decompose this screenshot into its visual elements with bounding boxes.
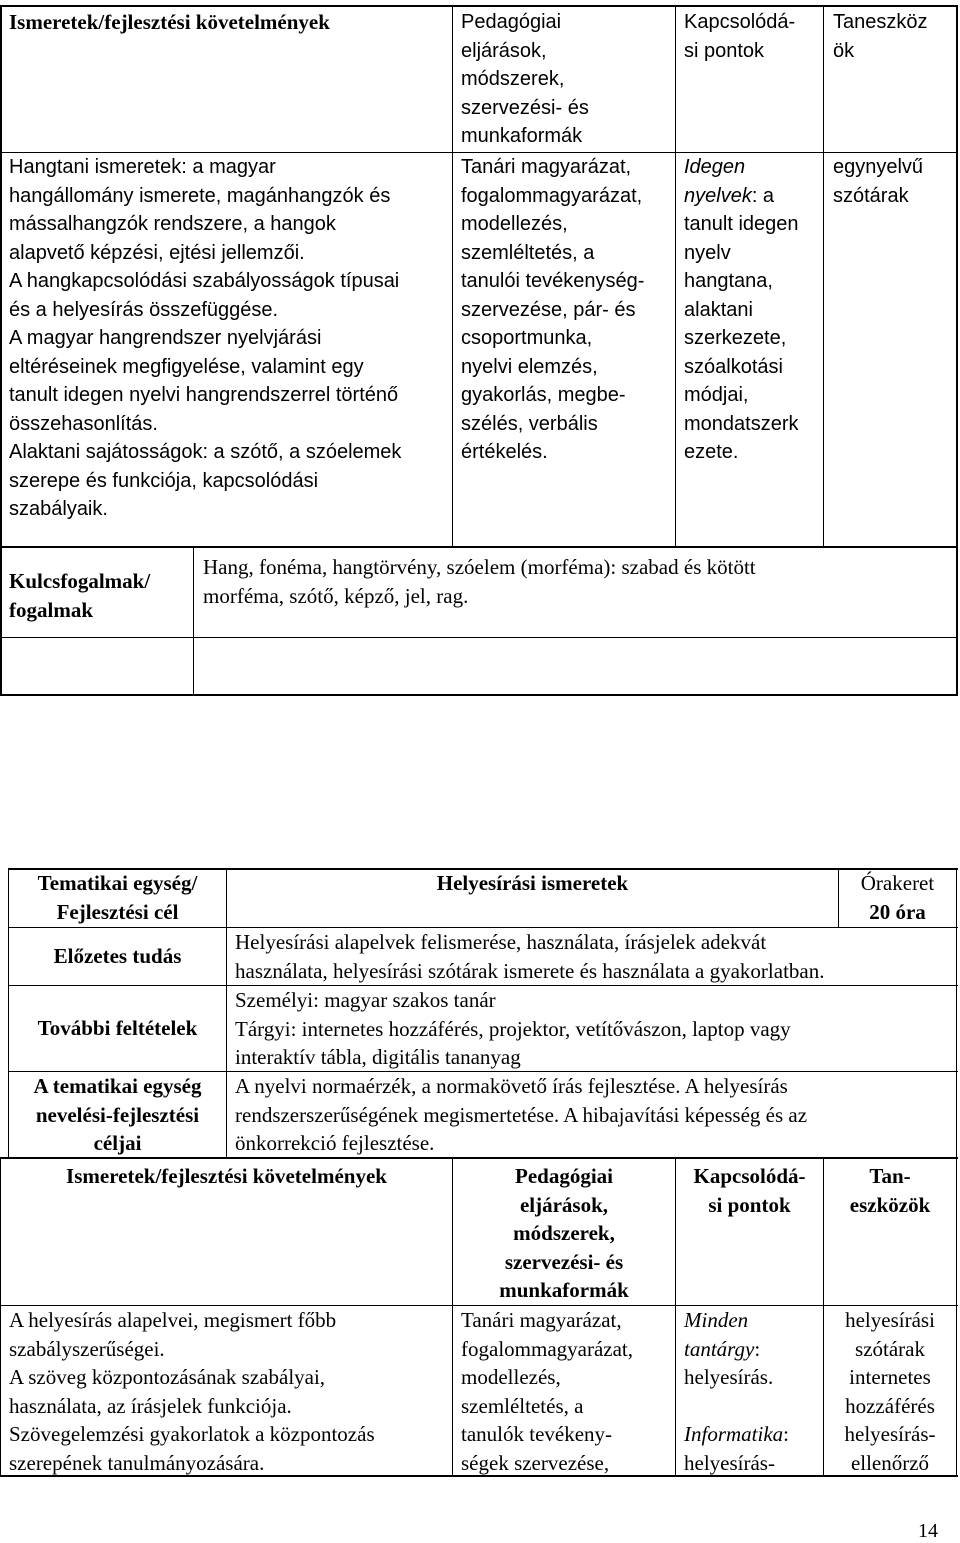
- table-rule: [226, 868, 227, 1159]
- table-rule: [956, 5, 958, 696]
- methods-text: Tanári magyarázat, fogalommagyarázat, modellezés, szemléltetés, a tanulói tevékenység- szervezése, pár- és csoportmunka, nyelvi elemzés, gyakorlás, megbe- szélés, verbális értékelés.: [461, 156, 645, 463]
- header-tools: Taneszköz ök: [833, 11, 928, 62]
- links-text: Idegen nyelvek: a tanult idegen nyelv hangtana, alaktani szerkezete, szóalkotási módjai, mondatszerk ezete.: [684, 156, 799, 463]
- unit-title: Helyesírási ismeretek: [436, 871, 629, 895]
- header-links: Kapcsolódá- si pontok: [684, 11, 796, 62]
- table-rule: [823, 5, 824, 548]
- keywords-value: Hang, fonéma, hangtörvény, szóelem (morféma): szabad és kötött morféma, szótő, képző, jel, rag.: [203, 555, 756, 608]
- page-number: 14: [918, 1520, 938, 1542]
- header-tools-2: Tan- eszközök: [849, 1164, 931, 1217]
- table-rule: [0, 5, 958, 7]
- goals-value: A nyelvi normaérzék, a normakövető írás fejlesztése. A helyesírás rendszerszerűségének megismertetése. A hibajavítási képesség és az önkorrekció fejlesztése.: [235, 1074, 808, 1155]
- tools-text: egynyelvű szótárak: [833, 156, 924, 207]
- table-rule: [0, 1157, 1, 1477]
- conditions-value: Személyi: magyar szakos tanár Tárgyi: internetes hozzáférés, projektor, vetítővászon, laptop vagy interaktív tábla, digitális tananyag: [235, 988, 791, 1069]
- table-rule: [193, 546, 194, 696]
- table-rule: [956, 868, 957, 1477]
- prior-knowledge-value: Helyesírási alapelvek felismerése, használata, írásjelek adekvát használata, helyesírási szótárak ismerete és használata a gyakorlatban.: [235, 930, 825, 983]
- header-methods: Pedagógiai eljárások, módszerek, szervezési- és munkaformák: [461, 11, 589, 147]
- prior-knowledge-label: Előzetes tudás: [53, 944, 182, 968]
- header-requirements-2: Ismeretek/fejlesztési követelmények: [66, 1164, 387, 1188]
- methods-text-2: Tanári magyarázat, fogalommagyarázat, modellezés, szemléltetés, a tanulók tevékeny- ségek szervezése,: [461, 1308, 633, 1475]
- hours-value: 20 óra: [869, 899, 926, 924]
- unit-label: Tematikai egység/ Fejlesztési cél: [37, 871, 198, 924]
- table-rule: [452, 5, 453, 548]
- goals-label: A tematikai egység nevelési-fejlesztési céljai: [33, 1074, 202, 1155]
- table-rule: [0, 694, 958, 696]
- links-text-2: Minden tantárgy: helyesírás. Informatika: helyesírás-: [684, 1308, 789, 1475]
- hours-box: [839, 869, 956, 926]
- table-rule: [0, 5, 2, 696]
- table-rule: [675, 5, 676, 548]
- table-rule: [0, 546, 958, 548]
- hours-label: Órakeret: [860, 871, 935, 895]
- tools-text-2: helyesírási szótárak internetes hozzáférés helyesírás- ellenőrző: [844, 1308, 936, 1475]
- requirements-text: Hangtani ismeretek: a magyar hangállomány ismerete, magánhangzók és mássalhangzók rendszere, a hangok alapvető képzési, ejtési jellemzői. A hangkapcsolódási szabályosságok típusai és a helyesírás összefüggése. A magyar hangrendszer nyelvjárási eltéréseinek megfigyelése, valamint egy tanult idegen nyelvi hangrendszerrel történő összehasonlítás. Alaktani sajátosságok: a szótő, a szóelemek szerepe és funkciója, kapcsolódási szabályaik.: [9, 156, 402, 520]
- header-methods-2: Pedagógiai eljárások, módszerek, szervezési- és munkaformák: [499, 1164, 629, 1302]
- keywords-label: Kulcsfogalmak/ fogalmak: [9, 569, 151, 622]
- table-rule: [0, 637, 958, 638]
- header-requirements: Ismeretek/fejlesztési követelmények: [9, 10, 330, 34]
- conditions-label: További feltételek: [37, 1016, 198, 1040]
- header-links-2: Kapcsolódá- si pontok: [693, 1164, 806, 1217]
- requirements-text-2: A helyesírás alapelvei, megismert főbb szabályszerűségei. A szöveg központozásának szabályai, használata, az írásjelek funkciója. Szövegelemzési gyakorlatok a központozás szerepének tanulmányozására.: [9, 1308, 375, 1475]
